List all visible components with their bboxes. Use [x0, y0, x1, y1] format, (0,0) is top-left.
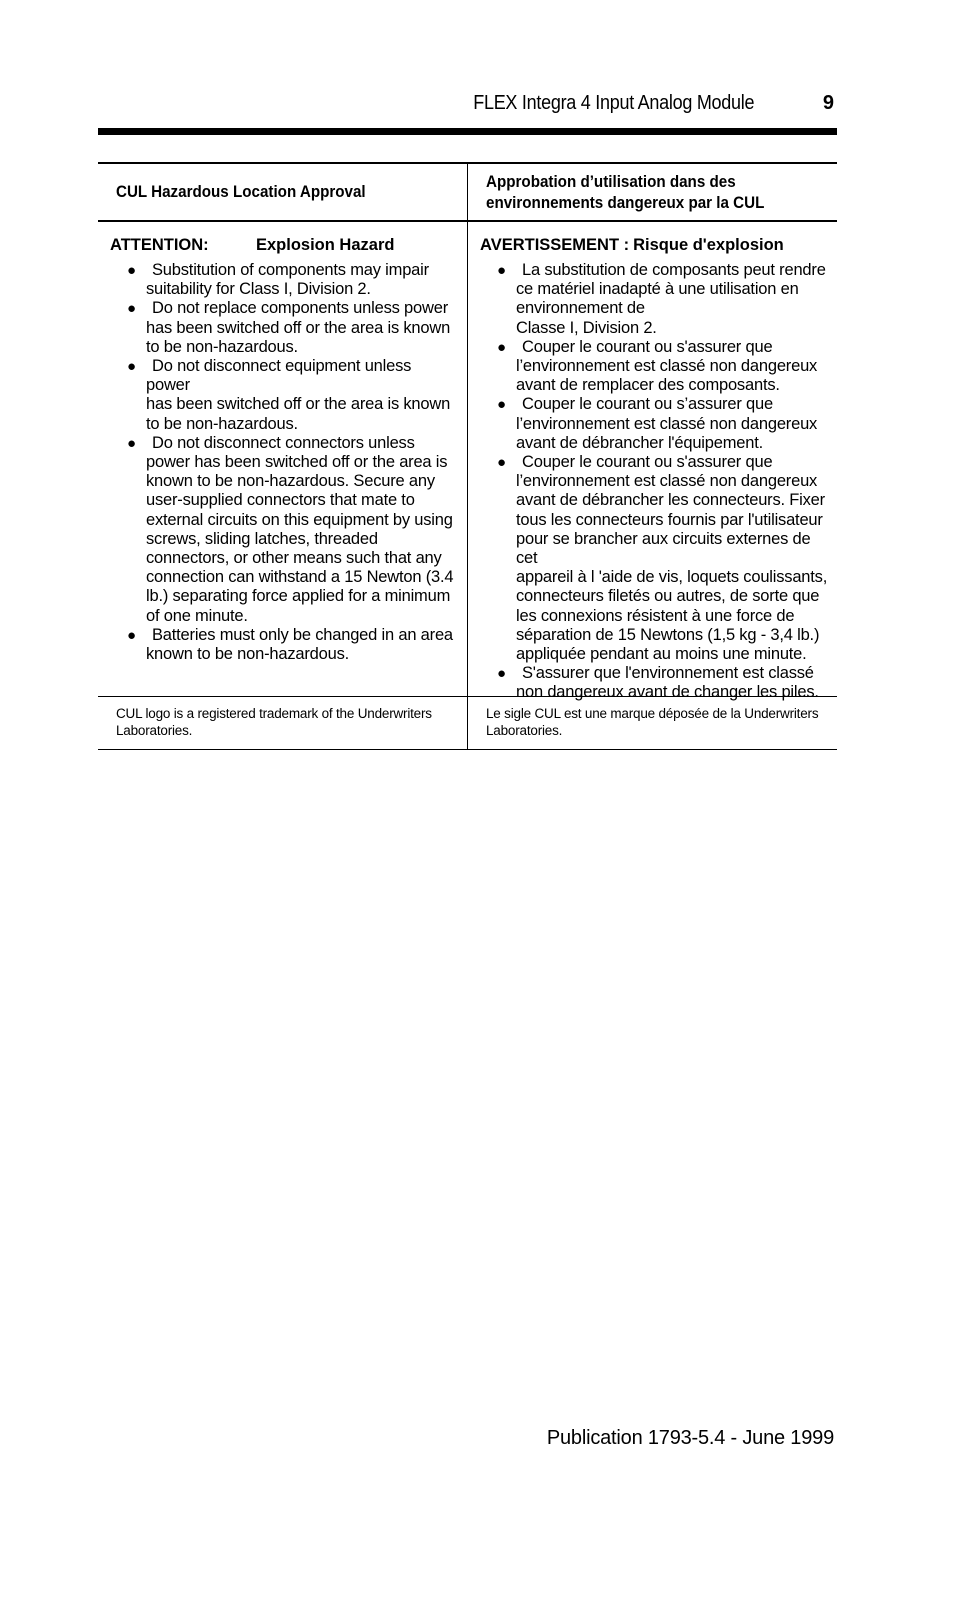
right-warning-title [480, 236, 829, 255]
table-header-row [98, 164, 837, 222]
bullet-icon: ● [497, 454, 506, 472]
list-item [127, 299, 459, 357]
bullet-icon: ● [497, 262, 506, 279]
list-item [127, 261, 459, 299]
approval-table [98, 162, 837, 750]
list-item [497, 395, 829, 453]
bullet-icon: ● [127, 358, 136, 376]
bullet-text: Batteries must only be changed in an area known to be non-hazardous. [146, 625, 453, 664]
bullet-text: S'assurer que l'environnement est classé non dangereux avant de changer les piles. [516, 664, 819, 702]
left-footnote: CUL logo is a registered trademark of the Underwriters Laboratories. [98, 697, 468, 749]
right-column-heading [468, 164, 837, 220]
list-item [497, 337, 829, 396]
list-item [497, 453, 829, 664]
bullet-icon: ● [497, 665, 506, 683]
bullet-text: Do not disconnect equipment unless power has been switched off or the area is known to be non-hazardous. [146, 357, 451, 433]
bullet-text: Do not replace components unless power has been switched off or the area is known to be non-hazardous. [146, 299, 451, 356]
bullet-icon: ● [127, 300, 136, 318]
left-warning-title [110, 236, 459, 255]
bullet-icon: ● [497, 396, 506, 414]
header-rule [98, 128, 837, 135]
right-heading-line1: Approbation d’utilisation dans des [486, 173, 736, 191]
bullet-icon: ● [127, 434, 136, 452]
bullet-text: Substitution of components may impair suitability for Class I, Division 2. [146, 261, 429, 299]
publication-footer: Publication 1793-5.4 - June 1999 [546, 1427, 834, 1449]
right-footnote: Le sigle CUL est une marque déposée de la Underwriters Laboratories. [486, 706, 819, 738]
page-header [100, 92, 836, 122]
list-item [127, 357, 459, 434]
bullet-text: Do not disconnect connectors unless power has been switched off or the area is known to be non-hazardous. Secure any user-supplied connectors that mate to external circuits on this equipment by using screws, sliding latches, threaded connectors, or other means such that any connection can withstand a 15 Newton (3.4 lb.) separating force applied for a minimum of one minute. [146, 433, 454, 625]
risque-explosion-label: Risque d'explosion [633, 236, 784, 254]
left-warning-cell [98, 222, 468, 696]
right-heading-line2: environnements dangereux par la CUL [486, 194, 765, 212]
bullet-icon: ● [127, 626, 136, 644]
explosion-hazard-label: Explosion Hazard [256, 236, 395, 254]
bullet-text: La substitution de composants peut rendre ce matériel inadapté à une utilisation en environnement de Classe I, Division 2. [516, 261, 826, 337]
header-title: FLEX Integra 4 Input Analog Module [472, 92, 754, 114]
list-item [497, 664, 829, 702]
left-heading-text: CUL Hazardous Location Approval [116, 182, 366, 201]
list-item [127, 433, 459, 626]
avertissement-label: AVERTISSEMENT : [480, 236, 630, 254]
table-footnote-row [98, 697, 837, 749]
page-number: 9 [822, 92, 834, 114]
bullet-icon: ● [497, 338, 506, 356]
attention-label: ATTENTION: [110, 236, 209, 254]
left-column-heading [98, 164, 468, 220]
table-body-row [98, 222, 837, 702]
bullet-icon: ● [127, 262, 136, 279]
bullet-text: Couper le courant ou s'assurer que l’environnement est classé non dangereux avant de remplacer des composants. [516, 337, 818, 395]
bullet-text: Couper le courant ou s’assurer que l’environnement est classé non dangereux avant de débrancher l'équipement. [516, 395, 818, 452]
right-warning-cell [468, 222, 837, 702]
right-bullet-list [480, 261, 829, 703]
left-bullet-list [110, 261, 459, 664]
list-item [127, 625, 459, 664]
list-item [497, 261, 829, 338]
bullet-text: Couper le courant ou s'assurer que l’environnement est classé non dangereux avant de débrancher les connecteurs. Fixer tous les connecteurs fournis par l'utilisateur pour se brancher aux circuits externes de cet appareil à l 'aide de vis, loquets coulissants, connecteurs filetés ou autres, de sorte que les connexions résistent à une force de séparation de 15 Newtons (1,5 kg - 3,4 lb.) appliquée pendant au moins une minute. [516, 453, 828, 664]
